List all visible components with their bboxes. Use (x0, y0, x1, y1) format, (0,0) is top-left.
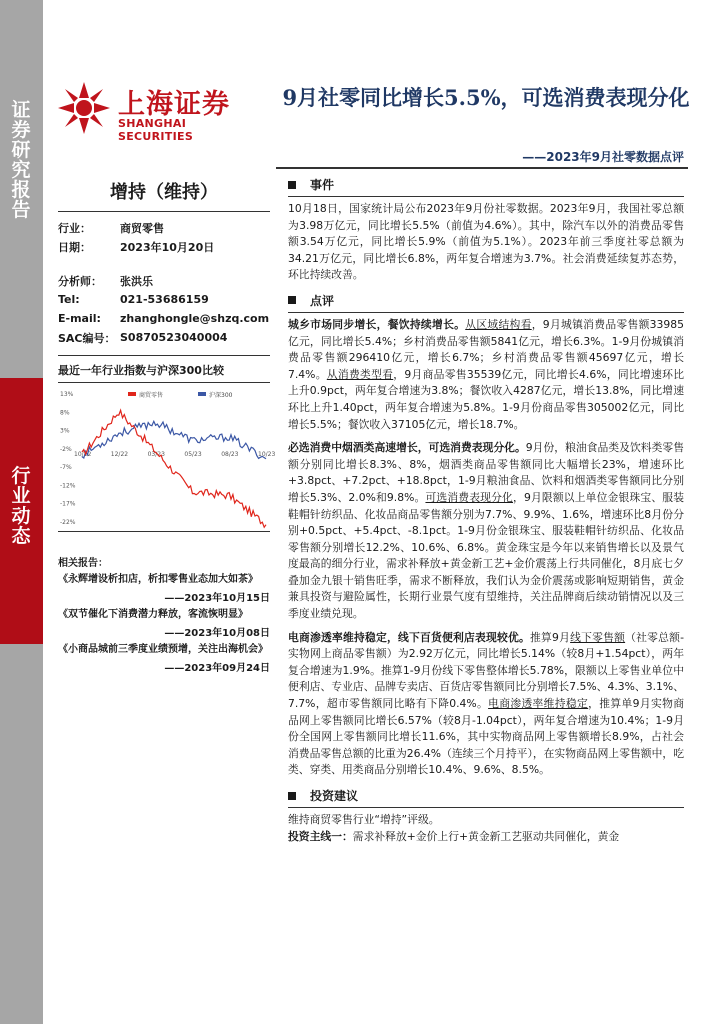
chart-caption: 最近一年行业指数与沪深300比较 (58, 362, 270, 383)
advice-line-2 (288, 829, 684, 846)
paragraph-lead: 城乡市场同步增长，餐饮持续增长。 (288, 317, 466, 331)
section-heading-text: 点评 (310, 293, 335, 308)
related-reports-title: 相关报告： (58, 558, 108, 569)
related-report-date: ——2023年10月15日 (164, 593, 270, 604)
meta-key: 日期： (58, 240, 91, 254)
section-heading-text: 事件 (310, 178, 335, 192)
main-content (288, 172, 684, 845)
x-tick-label: 12/22 (110, 450, 129, 458)
y-tick-label: -17% (60, 500, 76, 508)
y-tick-label: 8% (60, 409, 70, 417)
y-tick-label: -7% (60, 464, 72, 472)
paragraph-text: 9月份，粮油食品类及饮料类零售额分别同比增长8.3%、8%，烟酒类商品零售额同比大幅增长23%，增速环比+3.8pct、+7.2pct、+18.8pct，1-9月粮油食品、饮料和烟酒类零售额同比分别增长5.3%、2.0%和9.8%。 (288, 441, 684, 504)
paragraph-text: 需求补释放+金价上行+黄金新工艺驱动共同催化，黄金 (352, 829, 620, 843)
event-paragraph: 10月18日，国家统计局公布2023年9月份社零数据。2023年9月，我国社零总额为3.98万亿元，同比增长5.5%（前值为4.6%）。其中，除汽车以外的消费品零售额3.54万亿元，同比增长5.9%（前值为5.1%）。2023年前三季度社零总额为34.21万亿元，同比增长6.8%，两年复合增速为3.7%。社会消费延续复苏态势，环比持续改善。 (288, 202, 684, 282)
paragraph-lead: 必选消费中烟酒类高速增长，可选消费表现分化。 (288, 441, 526, 455)
x-tick-label: 10/22 (74, 450, 92, 458)
left-column (58, 170, 276, 674)
paragraph-text: （社零总额-实物网上商品零售额）为2.92万亿元，同比增长5.14%（较8月+1.54pct），两年复合增速为1.9%。推算1-9月份线下零售整体增长5.78%，限额以上零售业单位中便利店、专业店、品牌专卖店、百货店零售额同比分别增长7.5%、4.3%、3.1%、7.7%，超市零售额同比略有下降0.4%。 (288, 630, 685, 711)
divider (58, 531, 270, 532)
legend-label: 沪深300 (209, 392, 233, 399)
analyst-value: 张洪乐 (120, 274, 153, 288)
divider (58, 211, 270, 212)
x-tick-label: 10/23 (258, 450, 276, 458)
underlined-phrase: 线下零售额 (570, 630, 626, 644)
report-subtitle: ——2023年9月社零数据点评 (522, 150, 684, 164)
divider (58, 355, 270, 356)
related-report-link[interactable]: 《小商品城前三季度业绩预增，关注出海机会》 (58, 644, 268, 655)
rating: 增持（维持） (110, 182, 218, 203)
comment-paragraph-1 (288, 317, 684, 433)
analyst-row (58, 328, 270, 347)
x-tick-label: 05/23 (184, 450, 202, 458)
analyst-row (58, 309, 270, 328)
y-tick-label: -2% (60, 445, 72, 453)
divider (288, 196, 684, 197)
divider (276, 167, 688, 169)
analyst-row (58, 290, 270, 309)
x-tick-label: 08/23 (221, 450, 239, 458)
y-tick-label: -12% (60, 482, 76, 490)
legend-swatch (128, 392, 136, 396)
sidebar-report-label: 证券研究报告 (11, 99, 31, 221)
legend-label: 商贸零售 (139, 392, 164, 399)
series-line-industry (82, 410, 266, 527)
section-heading-advice (288, 787, 684, 804)
analyst-key: 分析师： (58, 274, 102, 288)
meta-row (58, 218, 270, 237)
logo-mark-icon (56, 80, 112, 136)
legend-swatch (198, 392, 206, 396)
meta-value: 商贸零售 (120, 221, 164, 235)
x-tick-label: 03/23 (147, 450, 165, 458)
comment-paragraph-2 (288, 440, 684, 623)
analyst-row (58, 271, 270, 290)
analyst-value: 021-53686159 (120, 293, 209, 306)
analyst-key: SAC编号： (58, 331, 116, 345)
paragraph-text: ，推算单9月实物商品网上零售额同比增长6.57%（较8月-1.04pct），两年复合增速为10.4%；1-9月份全国网上零售额同比增长11.6%，其中实物商品网上零售额增长8.9%，占社会消费品零售总额的比重为26.4%（连续三个月持平），在实物商品网上零售额中，吃类、穿类、用类商品分别增长10.4%、9.6%、8.5%。 (288, 697, 685, 777)
divider (288, 807, 684, 808)
paragraph-text: ，9月城镇消费品零售额33985亿元，同比增长5.4%；乡村消费品零售额5841亿元，增长6.3%。1-9月份城镇消费品零售额296410亿元，增长6.7%；乡村消费品零售额45697亿元，增长7.4%。 (288, 317, 684, 381)
meta-row (58, 237, 270, 256)
meta-block (58, 218, 270, 256)
company-logo (56, 74, 256, 144)
related-report-link[interactable]: 《双节催化下消费潜力释放，客流恢明显》 (58, 609, 248, 620)
comment-paragraph-3 (288, 630, 684, 779)
paragraph-text: ，9月商品零售35539亿元，同比增长4.6%，同比增速环比上升0.9pct，两年复合增速为3.8%；餐饮收入4287亿元，增长13.8%，同比增速环比上升1.40pct，两年复合增速为5.8%。1-9月份商品零售305002亿元，同比增长5.5%；餐饮收入37105亿元，增长18.7%。 (288, 367, 685, 431)
y-tick-label: 13% (60, 391, 74, 398)
related-report-date: ——2023年10月08日 (164, 628, 270, 639)
related-report-link[interactable]: 《永辉增设析扣店，析扣零售业态加大如茶》 (58, 574, 258, 585)
section-heading-event (288, 176, 684, 193)
meta-value: 2023年10月20日 (120, 240, 215, 254)
analyst-value: S0870523040004 (120, 331, 228, 344)
underlined-phrase: 从消费类型看 (326, 367, 394, 381)
y-tick-label: -22% (60, 519, 76, 526)
analyst-key: E-mail: (58, 312, 101, 325)
meta-key: 行业： (58, 221, 91, 235)
underlined-phrase: 从区域结构看 (465, 317, 532, 331)
paragraph-text: ，9月限额以上单位金银珠宝、服装鞋帽针纺织品、化妆品商品零售额分别为7.7%、9.9%、1.6%，增速环比8月份分别+0.5pct、+5.4pct、-8.1pct。1-9月份金银珠宝、服装鞋帽针纺织品、化妆品零售额分别增长12.2%、10.6%、6.8%。黄金珠宝是今年以来销售增长以及景气度最高的细分行业，需求补释放+黄金新工艺+金价震荡上行共同催化，8月底七夕叠加金九银十销售旺季，需求不断释放，我们认为金价震荡或影响短期销售，黄金兼具投资与避险属性，长期行业景气度有望维持，关注品牌商后续动销情况以及三季度业绩兑现。 (288, 490, 685, 621)
underlined-phrase: 电商渗透率维持稳定 (488, 697, 589, 711)
section-heading-comment (288, 292, 684, 309)
divider (288, 312, 684, 313)
square-bullet-icon (288, 296, 296, 304)
paragraph-lead: 电商渗透率维持稳定，线下百货便利店表现较优。 (288, 630, 531, 644)
report-title: 9月社零同比增长5.5%，可选消费表现分化 (282, 85, 690, 110)
advice-line-1: 维持商贸零售行业“增持”评级。 (288, 813, 440, 826)
square-bullet-icon (288, 181, 296, 189)
logo-cn-text: 上海证券 (118, 89, 230, 120)
analyst-block (58, 271, 270, 347)
paragraph-lead: 投资主线一： (288, 829, 353, 843)
sidebar-section-label: 行业动态 (11, 465, 31, 547)
y-tick-label: 3% (60, 427, 70, 435)
related-report-date: ——2023年09月24日 (164, 663, 270, 674)
paragraph-text: 推算9月 (530, 630, 571, 644)
underlined-phrase: 可选消费表现分化 (425, 490, 513, 504)
analyst-key: Tel: (58, 293, 80, 306)
logo-en-text: SHANGHAI SECURITIES (118, 117, 194, 143)
section-heading-text: 投资建议 (310, 789, 359, 803)
performance-chart (58, 387, 276, 527)
square-bullet-icon (288, 792, 296, 800)
analyst-email[interactable]: zhanghongle@shzq.com (120, 312, 270, 325)
